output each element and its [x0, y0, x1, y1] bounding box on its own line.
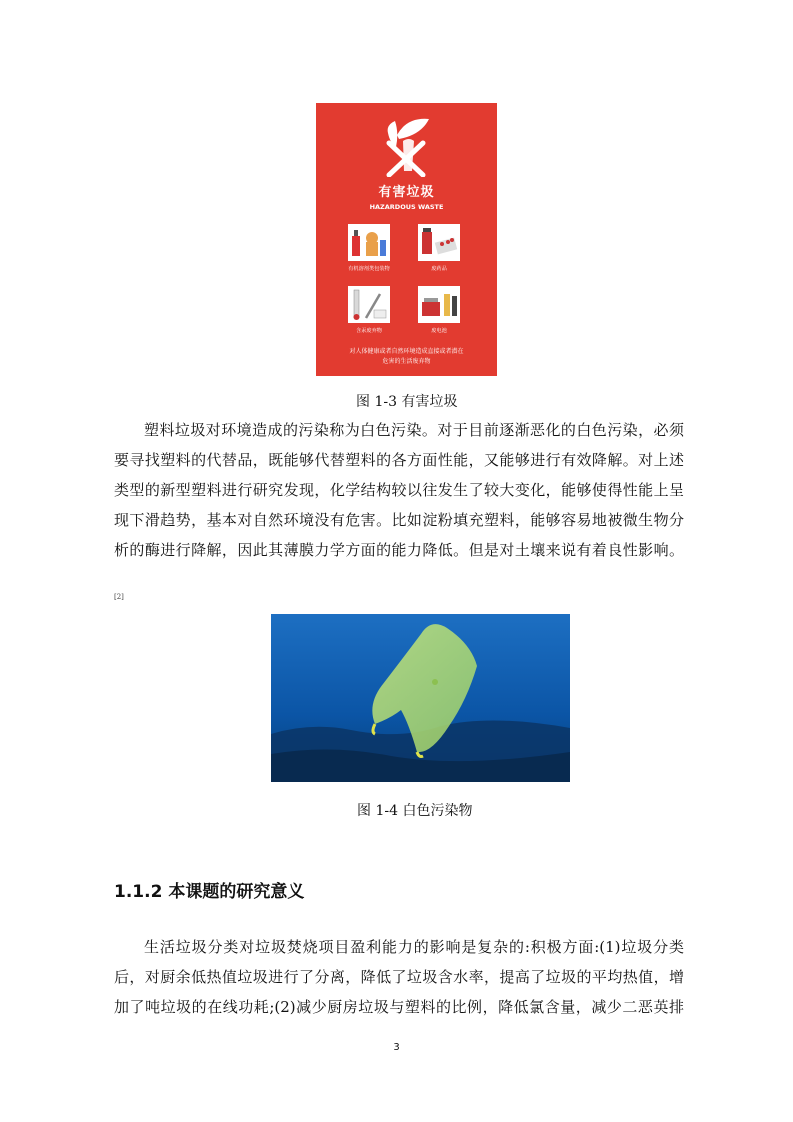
section-heading: 1.1.2 本课题的研究意义: [114, 882, 305, 902]
sign-note-line: 危害的生活废弃物: [382, 358, 431, 365]
page-number: 3: [393, 1042, 400, 1053]
medicine-icon: [418, 224, 460, 261]
paragraph-line: 塑料垃圾对环境造成的污染称为白色污染。对于目前逐渐恶化的白色污染，必须: [144, 421, 684, 439]
paragraph-line: 类型的新型塑料进行研究发现，化学结构较以往发生了较大变化，能够使得性能上呈: [114, 481, 684, 499]
sign-subtitle: HAZARDOUS WASTE: [369, 203, 444, 211]
paragraph-line: 现下滑趋势，基本对自然环境没有危害。比如淀粉填充塑料，能够容易地被微生物分: [114, 511, 684, 529]
hazardous-waste-sign: [316, 103, 497, 376]
paragraph-line: 后，对厨余低热值垃圾进行了分离，降低了垃圾含水率，提高了垃圾的平均热值，增: [114, 968, 684, 986]
tile-label-mercury: 含汞废弃物: [356, 328, 382, 334]
sign-note: [322, 347, 491, 367]
sign-note-line: 对人体健康或者自然环境造成直接或者潜在: [349, 348, 464, 355]
paragraph-line: 生活垃圾分类对垃圾焚烧项目盈利能力的影响是复杂的:积极方面:(1)垃圾分类: [144, 938, 684, 956]
paragraph-line: 要寻找塑料的代替品，既能够代替塑料的各方面性能，又能够进行有效降解。对上述: [114, 451, 684, 469]
paragraph-research-significance: [114, 932, 684, 1022]
tile-label-solvent: 有机溶剂类包装物: [348, 266, 390, 272]
tile-label-medicine: 废药品: [431, 266, 447, 272]
paragraph-white-pollution: [114, 415, 684, 565]
battery-icon: [418, 286, 460, 323]
figure-caption-1-3: 图 1-3 有害垃圾: [356, 394, 458, 410]
solvent-container-icon: [348, 224, 390, 261]
mercury-waste-icon: [348, 286, 390, 323]
paragraph-line: 析的酶进行降解，因此其薄膜力学方面的能力降低。但是对土壤来说有着良性影响。: [114, 541, 684, 559]
hazardous-symbol-icon: [383, 111, 431, 181]
tile-label-battery: 废电池: [431, 328, 447, 334]
reference-marker: [2]: [114, 593, 124, 601]
sign-title: 有害垃圾: [378, 185, 435, 200]
figure-caption-1-4: 图 1-4 白色污染物: [357, 803, 473, 819]
paragraph-line: 加了吨垃圾的在线功耗;(2)减少厨房垃圾与塑料的比例，降低氯含量，减少二恶英排: [114, 998, 684, 1016]
plastic-bag-underwater-photo: [271, 614, 570, 782]
